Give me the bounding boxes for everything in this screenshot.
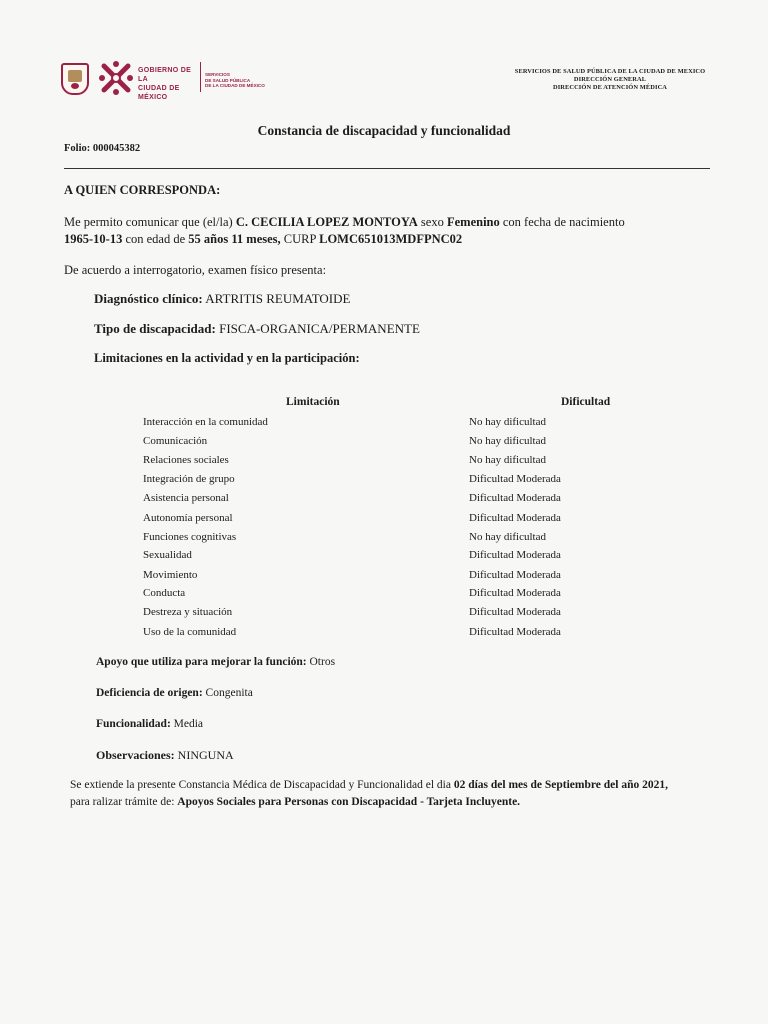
institution-line-1: SERVICIOS DE SALUD PÚBLICA DE LA CIUDAD DE MEXICO bbox=[514, 68, 706, 75]
patient-curp: LOMC651013MDFPNC02 bbox=[319, 232, 463, 246]
servicios-salud-wordmark: SERVICIOS DE SALUD PÚBLICA DE LA CIUDAD DE MÉXICO bbox=[205, 72, 265, 89]
disability-type-line: Tipo de discapacidad: FISCA-ORGANICA/PERMANENTE bbox=[94, 321, 420, 336]
support-value: Otros bbox=[309, 656, 336, 668]
procedure-name: Apoyos Sociales para Personas con Discapacidad - Tarjeta Incluyente. bbox=[177, 796, 521, 808]
table-row: Interacción en la comunidad No hay dificultad bbox=[143, 416, 546, 428]
functionality-value: Media bbox=[173, 718, 204, 730]
observations-field: Observaciones: NINGUNA bbox=[96, 748, 234, 762]
origin-deficiency-field: Deficiencia de origen: Congenita bbox=[96, 687, 253, 699]
header-rule bbox=[64, 168, 710, 169]
institution-heading bbox=[505, 68, 715, 93]
table-row: Comunicación No hay dificultad bbox=[143, 435, 546, 447]
closing-line-2: para ralizar trámite de: Apoyos Sociales para Personas con Discapacidad - Tarjeta Incluyente. bbox=[70, 796, 521, 808]
greeting: A QUIEN CORRESPONDA: bbox=[64, 183, 221, 197]
city-coat-of-arms-icon bbox=[61, 63, 89, 95]
support-field: Apoyo que utiliza para mejorar la función: Otros bbox=[96, 656, 336, 668]
diagnosis-line: Diagnóstico clínico: ARTRITIS REUMATOIDE bbox=[94, 291, 351, 306]
document-title: Constancia de discapacidad y funcionalidad bbox=[257, 123, 511, 138]
table-row: Asistencia personal Dificultad Moderada bbox=[143, 492, 561, 504]
limitations-heading: Limitaciones en la actividad y en la participación: bbox=[94, 351, 360, 365]
exam-intro: De acuerdo a interrogatorio, examen físico presenta: bbox=[64, 263, 327, 277]
functionality-field: Funcionalidad: Media bbox=[96, 718, 204, 730]
table-row: Uso de la comunidad Dificultad Moderada bbox=[143, 626, 561, 638]
table-row: Sexualidad Dificultad Moderada bbox=[143, 549, 561, 561]
observations-value: NINGUNA bbox=[177, 748, 234, 762]
patient-name: C. CECILIA LOPEZ MONTOYA bbox=[235, 215, 418, 229]
origin-deficiency-value: Congenita bbox=[205, 687, 253, 699]
gobierno-cdmx-wordmark: GOBIERNO DE LA CIUDAD DE MÉXICO bbox=[138, 67, 192, 101]
table-row: Integración de grupo Dificultad Moderada bbox=[143, 473, 561, 485]
header-divider bbox=[200, 62, 201, 92]
table-row: Funciones cognitivas No hay dificultad bbox=[143, 531, 546, 543]
table-row: Movimiento Dificultad Moderada bbox=[143, 569, 561, 581]
issue-date: 02 días del mes de Septiembre del año 2021, bbox=[453, 779, 668, 791]
diagnosis-value: ARTRITIS REUMATOIDE bbox=[205, 291, 351, 306]
column-header-limitation: Limitación bbox=[286, 396, 340, 408]
patient-sex: Femenino bbox=[446, 215, 500, 229]
folio-number: Folio: 000045382 bbox=[64, 143, 141, 154]
table-row: Destreza y situación Dificultad Moderada bbox=[143, 606, 561, 618]
institution-line-2: DIRECCIÓN GENERAL bbox=[573, 76, 647, 84]
table-row: Conducta Dificultad Moderada bbox=[143, 587, 561, 599]
column-header-difficulty: Dificultad bbox=[561, 396, 611, 408]
table-row: Relaciones sociales No hay dificultad bbox=[143, 454, 546, 466]
table-row: Autonomía personal Dificultad Moderada bbox=[143, 512, 561, 524]
patient-paragraph-line2: 1965-10-13 con edad de 55 años 11 meses, CURP LOMC651013MDFPNC02 bbox=[64, 232, 463, 246]
patient-dob: 1965-10-13 bbox=[64, 232, 123, 246]
closing-line-1: Se extiende la presente Constancia Médica de Discapacidad y Funcionalidad el dia 02 días del mes de Septiembre del año 2021, bbox=[70, 779, 668, 791]
institution-line-3: DIRECCIÓN DE ATENCIÓN MÉDICA bbox=[553, 84, 667, 92]
disability-type-value: FISCA-ORGANICA/PERMANENTE bbox=[219, 321, 420, 336]
patient-paragraph-line1: Me permito comunicar que (el/la) C. CECILIA LOPEZ MONTOYA sexo Femenino con fecha de nacimiento bbox=[64, 215, 625, 229]
cdmx-knot-logo-icon bbox=[98, 60, 134, 96]
patient-age: 55 años 11 meses, bbox=[188, 232, 281, 246]
